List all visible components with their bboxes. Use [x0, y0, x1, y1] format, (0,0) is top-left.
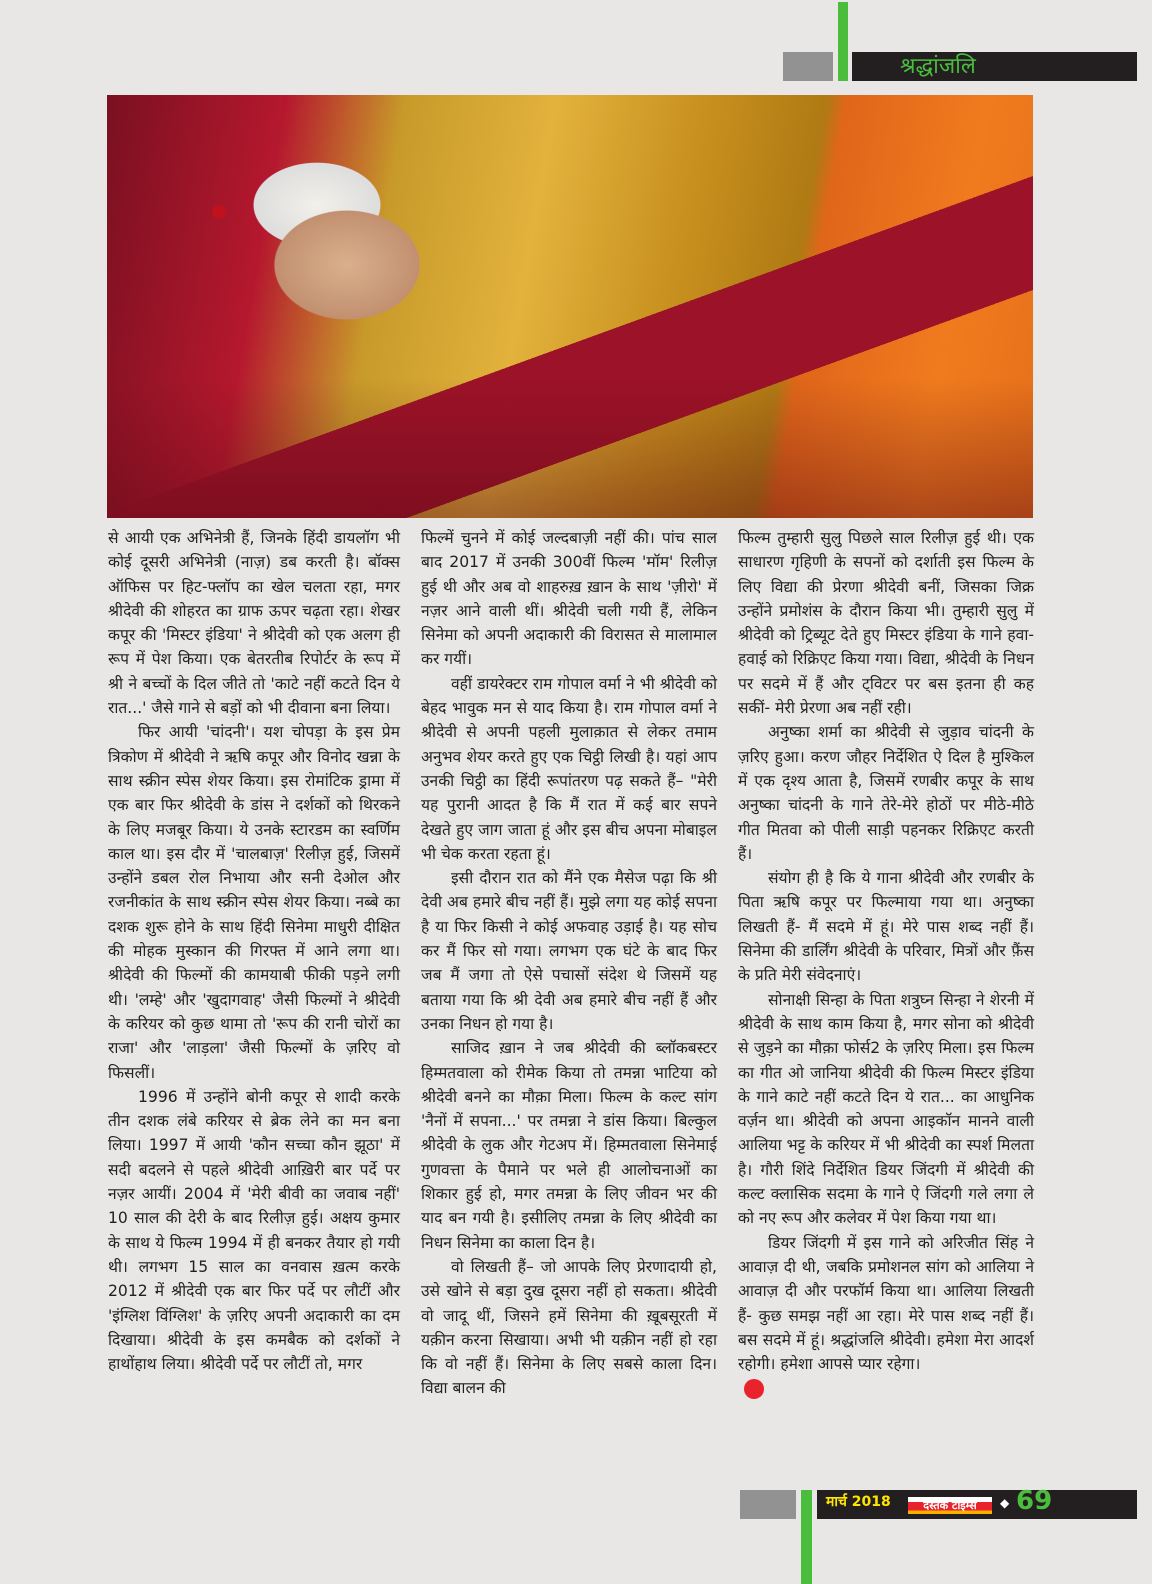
header-black-band — [852, 52, 1137, 81]
paragraph: से आयी एक अभिनेत्री हैं, जिनके हिंदी डायलॉग भी कोई दूसरी अभिनेत्री (नाज़) डब करती है। बॉक्स ऑफिस पर हिट-फ्लॉप का खेल चलता रहा, मगर श्रीदेवी की शोहरत का ग्राफ ऊपर चढ़ता रहा। शेखर कपूर की 'मिस्टर इंडिया' ने श्रीदेवी को एक अलग ही रूप में पेश किया। एक बेतरतीब रिपोर्टर के रूप में श्री ने बच्चों के दिल जीते तो 'काटे नहीं कटते दिन ये रात...' जैसे गाने से बड़ों को भी दीवाना बना लिया। — [108, 529, 400, 718]
paragraph: इसी दौरान रात को मैंने एक मैसेज पढ़ा कि श्री देवी अब हमारे बीच नहीं हैं। मुझे लगा यह कोई सपना है या फिर किसी ने कोई अफवाह उड़ाई है। यह सोच कर मैं फिर सो गया। लगभग एक घंटे के बाद फिर जब मैं जगा तो ऐसे पचासों संदेश थे जिसमें यह बताया गया कि श्री देवी अब हमारे बीच नहीं हैं और उनका निधन हो गया है। — [421, 869, 717, 1033]
paragraph: फिल्में चुनने में कोई जल्दबाज़ी नहीं की। पांच साल बाद 2017 में उनकी 300वीं फिल्म 'मॉम' रिलीज़ हुई थी और अब वो शाहरुख़ ख़ान के साथ 'ज़ीरो' में नज़र आने वाली थीं। श्रीदेवी चली गयी हैं, लेकिन सिनेमा को अपनी अदाकारी की विरासत से मालामाल कर गयीं। — [421, 529, 717, 669]
issue-date: मार्च 2018 — [826, 1494, 891, 1510]
column-3 — [738, 526, 1034, 1401]
article-photo — [107, 95, 1033, 518]
paragraph: संयोग ही है कि ये गाना श्रीदेवी और रणबीर के पिता ऋषि कपूर पर फिल्माया गया था। अनुष्का लिखती हैं- मैं सदमे में हूं। मेरे पास शब्द नहीं हैं। सिनेमा की डार्लिंग श्रीदेवी के परिवार, मित्रों और फ़ैंस के प्रति मेरी संवेदनाएं। — [738, 869, 1034, 985]
paragraph: सोनाक्षी सिन्हा के पिता शत्रुघ्न सिन्हा ने शेरनी में श्रीदेवी के साथ काम किया है, मगर सोना को श्रीदेवी से जुड़ने का मौक़ा फोर्स2 के ज़रिए मिला। इस फिल्म का गीत ओ जानिया श्रीदेवी की फिल्म मिस्टर इंडिया के गाने काटे नहीं कटते दिन ये रात... का आधुनिक वर्ज़न था। श्रीदेवी को अपना आइकॉन मानने वाली आलिया भट्ट के करियर में भी श्रीदेवी का स्पर्श मिलता है। गौरी शिंदे निर्देशित डियर जिंदगी में श्रीदेवी की कल्ट क्लासिक सदमा के गाने ऐ जिंदगी गले लगा ले को नए रूप और कलेवर में पेश किया गया था। — [738, 990, 1034, 1228]
column-2 — [421, 526, 717, 1401]
paragraph: वहीं डायरेक्टर राम गोपाल वर्मा ने भी श्रीदेवी को बेहद भावुक मन से याद किया है। राम गोपाल वर्मा ने श्रीदेवी से अपनी पहली मुलाक़ात से लेकर तमाम अनुभव शेयर करते हुए एक चिट्ठी लिखी है। यहां आप उनकी चिट्ठी का हिंदी रूपांतरण पढ़ सकते हैं– "मेरी यह पुरानी आदत है कि मैं रात में कई बार सपने देखते हुए जाग जाता हूं और इस बीच अपना मोबाइल भी चेक करता रहता हूं। — [421, 674, 717, 863]
paragraph: वो लिखती हैं– जो आपके लिए प्रेरणादायी हो, उसे खोने से बड़ा दुख दूसरा नहीं हो सकता। श्रीदेवी वो जादू थीं, जिसने हमें सिनेमा की ख़ूबसूरती में यक़ीन करना सिखाया। अभी भी यक़ीन नहीं हो रहा कि वो नहीं हैं। सिनेमा के लिए सबसे काला दिन। विद्या बालन की — [421, 1257, 717, 1398]
paragraph: फिल्म तुम्हारी सुलु पिछले साल रिलीज़ हुई थी। एक साधारण गृहिणी के सपनों को दर्शाती इस फिल्म के लिए विद्या की प्रेरणा श्रीदेवी बनीं, जिसका जिक्र उन्होंने प्रमोशंस के दौरान किया भी। तुम्हारी सुलु में श्रीदेवी को ट्रिब्यूट देते हुए मिस्टर इंडिया के गाने हवा-हवाई को रिक्रिएट किया गया। विद्या, श्रीदेवी के निधन पर सदमे में हैं और ट्विटर पर बस इतना ही कह सकीं- मेरी प्रेरणा अब नहीं रही। — [738, 529, 1034, 718]
footer-gray-block — [740, 1490, 796, 1519]
header-gray-block — [783, 52, 833, 81]
footer-green-bar — [801, 1490, 812, 1584]
diamond-icon: ◆ — [1000, 1496, 1010, 1510]
end-mark-icon — [744, 1379, 764, 1399]
bindi-detail — [212, 205, 226, 219]
paragraph: फिर आयी 'चांदनी'। यश चोपड़ा के इस प्रेम त्रिकोण में श्रीदेवी ने ऋषि कपूर और विनोद खन्ना के साथ स्क्रीन स्पेस शेयर किया। इस रोमांटिक ड्रामा में एक बार फिर श्रीदेवी के डांस ने दर्शकों को थिरकने के लिए मजबूर किया। ये उनके स्टारडम का स्वर्णिम काल था। इस दौर में 'चालबाज़' रिलीज़ हुई, जिसमें उन्होंने डबल रोल निभाया और सनी देओल और रजनीकांत के साथ स्क्रीन स्पेस शेयर किया। नब्बे का दशक शुरू होने के साथ हिंदी सिनेमा माधुरी दीक्षित की मोहक मुस्कान की गिरफ्त में आने लगा था। श्रीदेवी की फिल्मों की कामयाबी फीकी पड़ने लगी थी। 'लम्हे' और 'खुदागवाह' जैसी फिल्मों ने श्रीदेवी के करियर को कुछ थामा तो 'रूप की रानी चोरों का राजा' और 'लाड़ला' जैसी फिल्मों के ज़रिए वो फिसलीं। — [108, 723, 400, 1082]
photo-shade — [107, 378, 1033, 518]
magazine-logo: दस्तक टाइम्स — [908, 1497, 992, 1514]
header-green-bar — [838, 2, 848, 81]
page-number: 69 — [1016, 1486, 1053, 1516]
section-title: श्रद्धांजलि — [900, 54, 976, 79]
column-1 — [108, 526, 400, 1376]
paragraph: साजिद ख़ान ने जब श्रीदेवी की ब्लॉकबस्टर हिम्मतवाला को रीमेक किया तो तमन्ना भाटिया को श्रीदेवी बनने का मौक़ा मिला। फिल्म के कल्ट सांग 'नैनों में सपना...' पर तमन्ना ने डांस किया। बिल्कुल श्रीदेवी के लुक और गेटअप में। हिम्मतवाला सिनेमाई गुणवत्ता के पैमाने पर भले ही आलोचनाओं का शिकार हुई हो, मगर तमन्ना के लिए जीवन भर की याद बन गयी है। इसीलिए तमन्ना के लिए श्रीदेवी का निधन सिनेमा का काला दिन है। — [421, 1039, 717, 1252]
paragraph: अनुष्का शर्मा का श्रीदेवी से जुड़ाव चांदनी के ज़रिए हुआ। करण जौहर निर्देशित ऐ दिल है मुश्किल में एक दृश्य आता है, जिसमें रणबीर कपूर के साथ अनुष्का चांदनी के गाने तेरे-मेरे होठों पर मीठे-मीठे गीत मितवा को पीली साड़ी पहनकर रिक्रिएट करती हैं। — [738, 723, 1034, 863]
paragraph: 1996 में उन्होंने बोनी कपूर से शादी करके तीन दशक लंबे करियर से ब्रेक लेने का मन बना लिया। 1997 में आयी 'कौन सच्चा कौन झूठा' में सदी बदलने से पहले श्रीदेवी आख़िरी बार पर्दे पर नज़र आयीं। 2004 में 'मेरी बीवी का जवाब नहीं' 10 साल की देरी के बाद रिलीज़ हुई। अक्षय कुमार के साथ ये फिल्म 1994 में ही बनकर तैयार हो गयी थी। लगभग 15 साल का वनवास ख़त्म करके 2012 में श्रीदेवी एक बार फिर पर्दे पर लौटीं और 'इंग्लिश विंग्लिश' के ज़रिए अपनी अदाकारी का दम दिखाया। श्रीदेवी के इस कमबैक को दर्शकों ने हाथोंहाथ लिया। श्रीदेवी पर्दे पर लौटीं तो, मगर — [108, 1087, 400, 1374]
paragraph: डियर जिंदगी में इस गाने को अरिजीत सिंह ने आवाज़ दी थी, जबकि प्रमोशनल सांग को आलिया ने आवाज़ दी और परफॉर्म किया था। आलिया लिखती हैं- कुछ समझ नहीं आ रहा। मेरे पास शब्द नहीं हैं। बस सदमे में हूं। श्रद्धांजलि श्रीदेवी। हमेशा मेरा आदर्श रहोगी। हमेशा आपसे प्यार रहेगा। — [738, 1233, 1034, 1374]
